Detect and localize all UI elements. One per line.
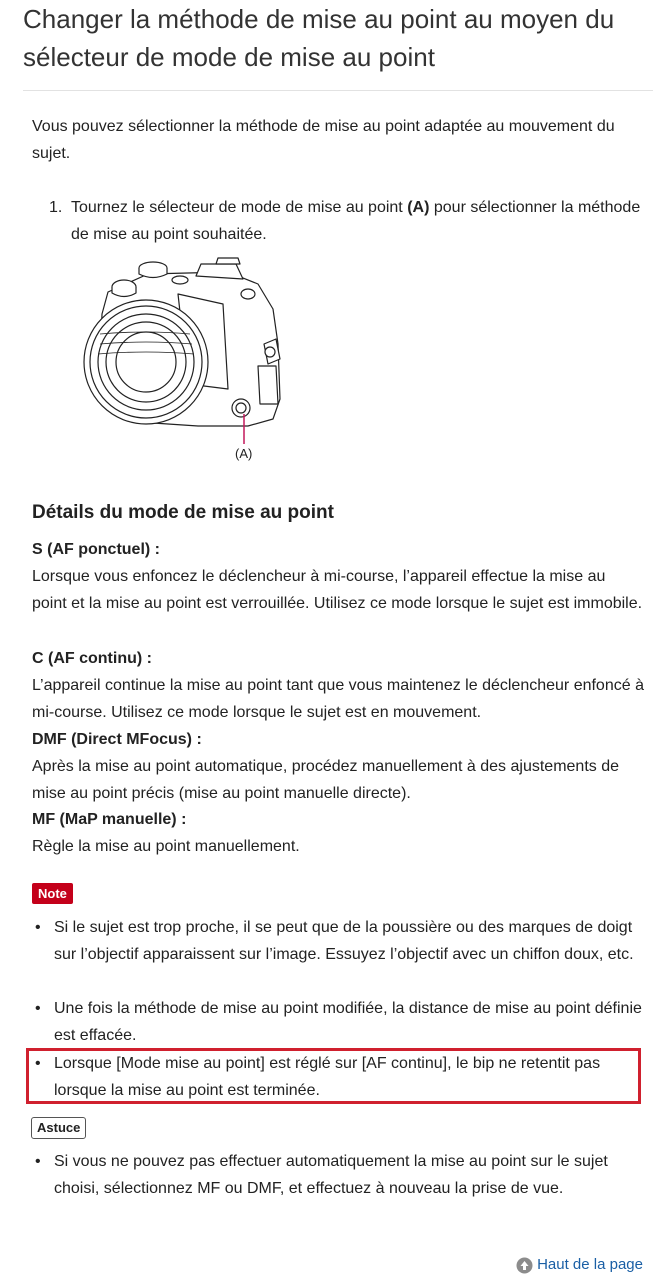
mode-term-mf: MF (MaP manuelle) : (32, 811, 187, 828)
camera-illustration (78, 254, 298, 464)
mode-desc-dmf: Après la mise au point automatique, procédez manuellement à des ajustements de mise au point précis (mise au point manuelle directe). (32, 758, 620, 802)
mode-desc-s: Lorsque vous enfoncez le déclencheur à mi-course, l’appareil effectue la mise au point et la mise au point est verrouillée. Utilisez ce mode lorsque le sujet est immobile. (32, 568, 643, 612)
mode-term-dmf: DMF (Direct MFocus) : (32, 731, 202, 748)
intro-text: Vous pouvez sélectionner la méthode de mise au point adaptée au mouvement du sujet. (32, 118, 615, 162)
title-divider (23, 90, 653, 91)
bullet-dot: • (35, 919, 41, 936)
arrow-up-circle-icon (516, 1257, 533, 1274)
note-item-text: Une fois la méthode de mise au point modifiée, la distance de mise au point définie est effacée. (54, 1000, 642, 1044)
back-to-top[interactable] (516, 1253, 643, 1277)
step-text (71, 194, 646, 248)
step-number: 1. (49, 199, 63, 216)
back-to-top-link[interactable]: Haut de la page (537, 1256, 643, 1273)
note-item-text: Si le sujet est trop proche, il se peut que de la poussière ou des marques de doigt sur l’objectif apparaissent sur l’image. Essuyez l’objectif avec un chiffon doux, etc. (54, 919, 634, 963)
mode-desc-mf: Règle la mise au point manuellement. (32, 838, 300, 855)
note-item-text: Lorsque [Mode mise au point] est réglé sur [AF continu], le bip ne retentit pas lorsque la mise au point est terminée. (54, 1055, 601, 1099)
figure-label-a: (A) (235, 446, 253, 461)
details-heading: Détails du mode de mise au point (32, 502, 334, 523)
step-text-after: pour sélectionner la méthode de mise au point souhaitée. (71, 199, 641, 243)
mode-term-s: S (AF ponctuel) : (32, 541, 160, 558)
mode-desc-c: L’appareil continue la mise au point tant que vous maintenez le déclencheur enfoncé à mi-course. Utilisez ce mode lorsque le sujet est en mouvement. (32, 677, 644, 721)
tip-badge: Astuce (31, 1117, 86, 1139)
mode-term-c: C (AF continu) : (32, 650, 152, 667)
step-text-bold: (A) (407, 199, 430, 216)
note-badge: Note (32, 883, 73, 904)
highlight-box (26, 1048, 641, 1104)
step-text-before: Tournez le sélecteur de mode de mise au point (71, 199, 408, 216)
bullet-dot: • (35, 1000, 41, 1017)
bullet-dot: • (35, 1153, 41, 1170)
tip-item-text: Si vous ne pouvez pas effectuer automatiquement la mise au point sur le sujet choisi, sélectionnez MF ou DMF, et effectuez à nouveau la prise de vue. (54, 1153, 608, 1197)
bullet-dot: • (35, 1055, 41, 1072)
page-title: Changer la méthode de mise au point au moyen du sélecteur de mode de mise au point (23, 4, 615, 72)
